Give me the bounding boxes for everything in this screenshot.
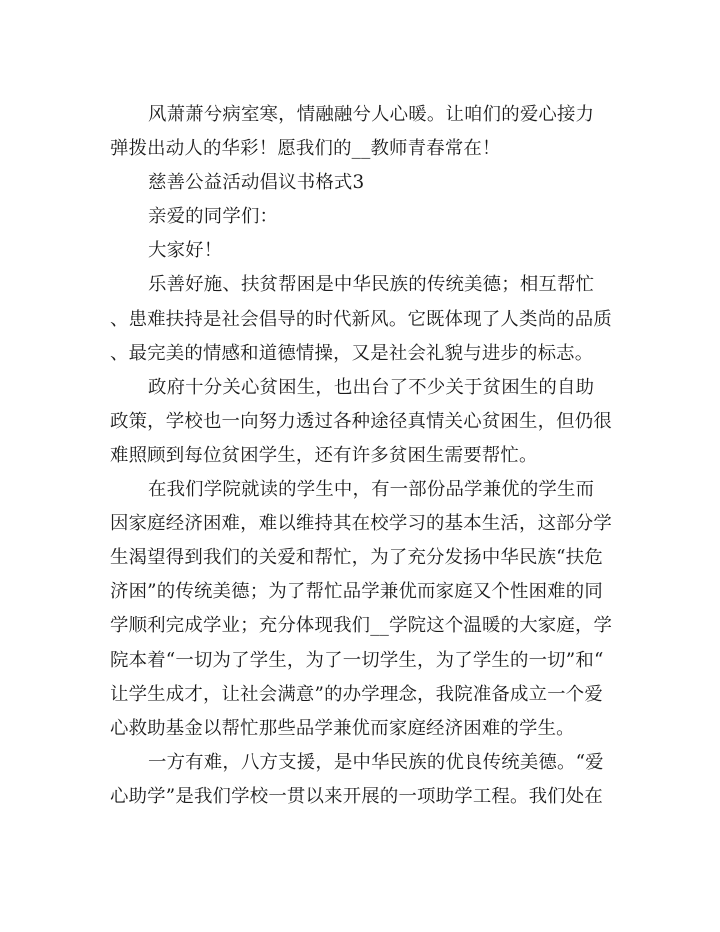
text-line: 学顺利完成学业；充分体现我们__学院这个温暖的大家庭，学 (110, 615, 613, 637)
text-line: 心助学”是我们学校一贯以来开展的一项助学工程。我们处在 (110, 785, 603, 807)
greeting: 大家好！ (148, 240, 223, 262)
text-line: 因家庭经济困难，难以维持其在校学习的基本生活，这部分学 (110, 513, 612, 535)
text-line: 难照顾到每位贫困学生，还有许多贫困生需要帮忙。 (110, 444, 538, 466)
text-line: 让学生成才，让社会满意”的办学理念，我院准备成立一个爱 (110, 683, 603, 705)
text-line: 风萧萧兮病室寒，情融融兮人心暖。让咱们的爱心接力 (148, 104, 595, 125)
text-line: 弹拨出动人的华彩！愿我们的__教师青春常在！ (110, 138, 501, 160)
text-line: 、最完美的情感和道德情操，又是社会礼貌与进步的标志。 (110, 342, 594, 364)
text-line: 济困”的传统美德；为了帮忙品学兼优而家庭又个性困难的同 (110, 581, 603, 603)
text-line: 政府十分关心贫困生，也出台了不少关于贫困生的自助 (148, 376, 595, 398)
salutation: 亲爱的同学们： (148, 206, 279, 228)
text-line: 心救助基金以帮忙那些品学兼优而家庭经济困难的学生。 (110, 717, 575, 739)
section-heading: 慈善公益活动倡议书格式3 (148, 172, 365, 194)
document-body (110, 98, 615, 814)
text-line: 、患难扶持是社会倡导的时代新风。它既体现了人类尚的品质 (110, 308, 612, 330)
text-line: 政策，学校也一向努力透过各种途径真情关心贫困生，但仍很 (110, 410, 612, 432)
text-line: 在我们学院就读的学生中，有一部份品学兼优的学生而 (148, 479, 595, 501)
text-line: 乐善好施、扶贫帮困是中华民族的传统美德；相互帮忙 (148, 274, 595, 296)
text-line: 生渴望得到我们的关爱和帮忙，为了充分发扬中华民族“扶危 (110, 547, 603, 569)
text-line: 一方有难，八方支援，是中华民族的优良传统美德。“爱 (148, 751, 604, 773)
text-line: 院本着“一切为了学生，为了一切学生，为了学生的一切”和“ (110, 649, 604, 671)
